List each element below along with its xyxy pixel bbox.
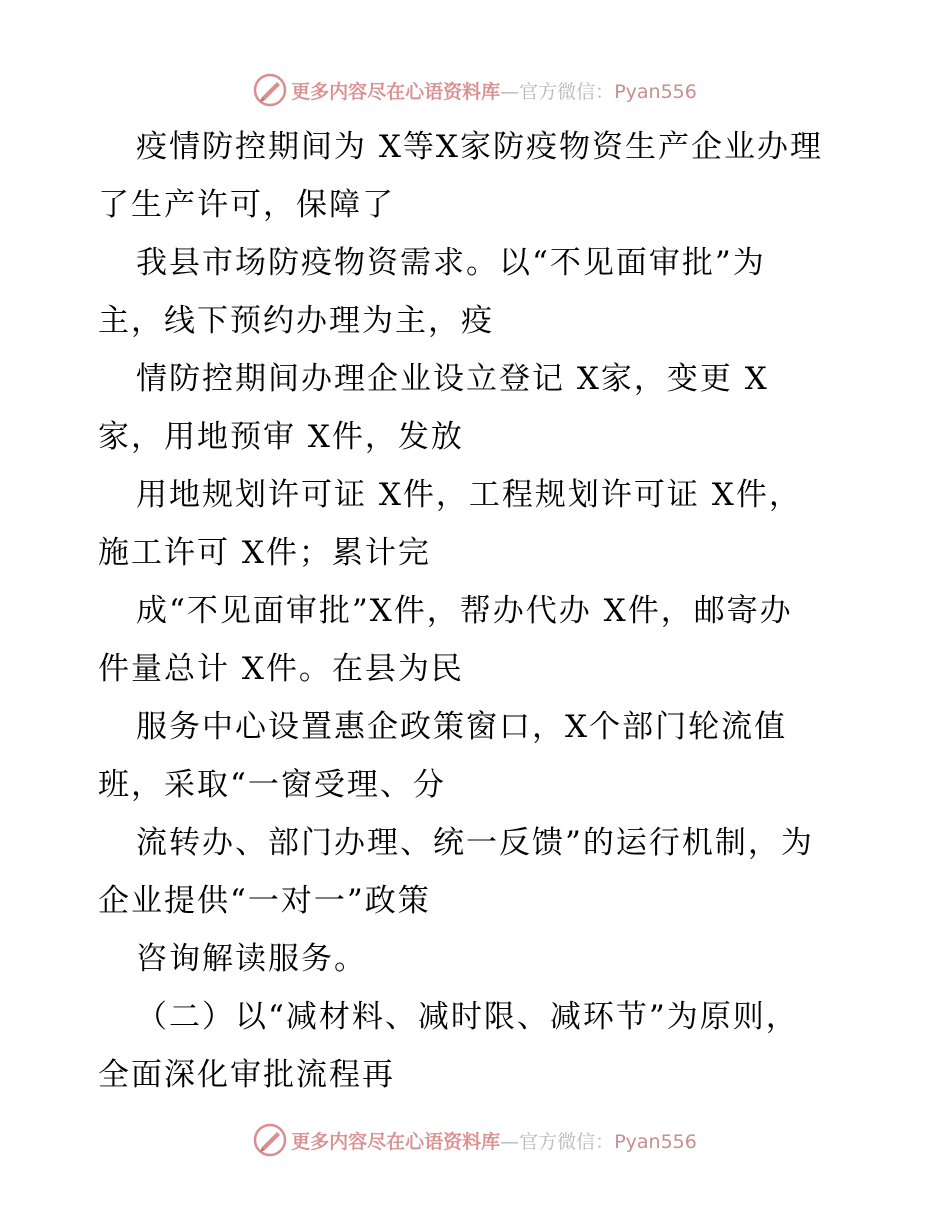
document-body [98, 118, 858, 1104]
watermark-id: Pyan556 [614, 1130, 697, 1153]
pen-logo-icon [253, 1123, 287, 1157]
watermark-sub: 官方微信： [519, 80, 615, 103]
text-line: 成“不见面审批”X件，帮办代办 X件，邮寄办 [136, 593, 793, 629]
text-line: 我县市场防疫物资需求。以“不见面审批”为 [136, 245, 766, 281]
text-line: 情防控期间办理企业设立登记 X家，变更 X [136, 361, 769, 397]
text-line: 疫情防控期间为 X等X家防疫物资生产企业办理 [136, 129, 823, 165]
text-line: 了生产许可，保障了 [98, 187, 395, 223]
watermark-sub: 官方微信： [519, 1130, 615, 1153]
text-line: 流转办、部门办理、统一反馈”的运行机制，为 [136, 825, 814, 861]
text-line: 班，采取“一窗受理、分 [98, 767, 446, 803]
pen-logo-icon [253, 73, 287, 107]
watermark-text [291, 77, 697, 104]
text-line: 服务中心设置惠企政策窗口，X个部门轮流值 [136, 709, 788, 745]
watermark-separator: — [500, 1130, 520, 1153]
watermark-separator: — [500, 80, 520, 103]
watermark-text [291, 1127, 697, 1154]
text-line: 用地规划许可证 X件，工程规划许可证 X件， [136, 477, 802, 513]
watermark-header [0, 70, 950, 110]
text-line: 全面深化审批流程再 [98, 1057, 395, 1093]
text-line: 施工许可 X件；累计完 [98, 535, 431, 571]
watermark-main: 更多内容尽在心语资料库 [291, 80, 501, 103]
watermark-footer [0, 1120, 950, 1160]
text-line: 企业提供“一对一”政策 [98, 883, 431, 919]
text-line: 家，用地预审 X件，发放 [98, 419, 464, 455]
text-line: （二）以“减材料、减时限、减环节”为原则， [136, 999, 799, 1035]
text-line: 件量总计 X件。在县为民 [98, 651, 464, 687]
watermark-main: 更多内容尽在心语资料库 [291, 1130, 501, 1153]
text-line: 咨询解读服务。 [136, 941, 367, 977]
watermark-id: Pyan556 [614, 80, 697, 103]
text-line: 主，线下预约办理为主，疫 [98, 303, 494, 339]
